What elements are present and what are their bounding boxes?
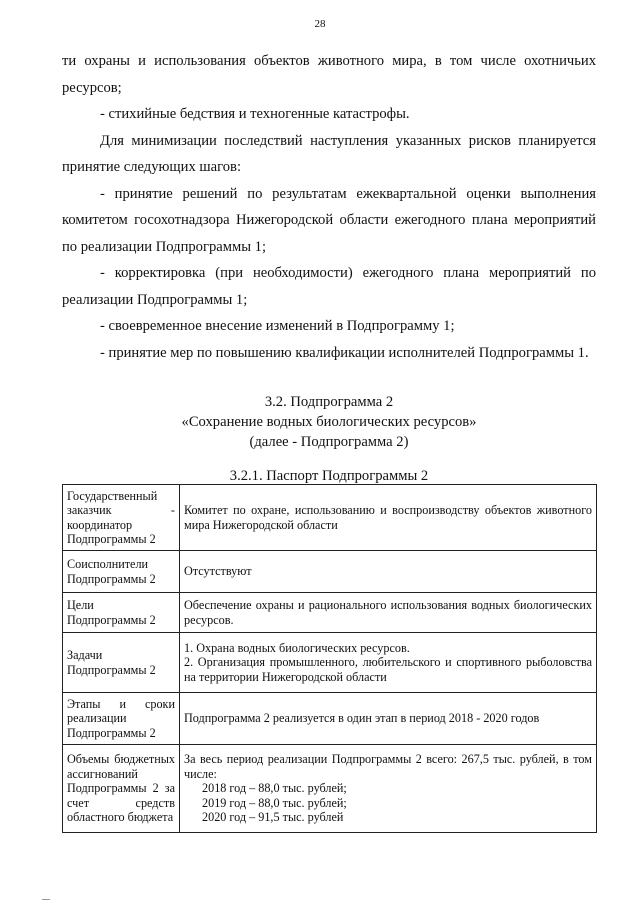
paragraph-step-qualification: - принятие мер по повышению квалификации исполнителей Подпрограммы 1.	[100, 344, 589, 361]
row-value	[180, 633, 597, 693]
table-row	[63, 485, 597, 551]
passport-table	[62, 484, 597, 833]
row-label: Задачи Подпрограммы 2	[63, 633, 180, 693]
row-value	[180, 745, 597, 833]
budget-year-2020: 2020 год – 91,5 тыс. рублей	[202, 810, 344, 825]
paragraph-step-amendments: - своевременное внесение изменений в Подпрограмму 1;	[100, 318, 455, 334]
paragraph-mitigation-intro: Для минимизации последствий наступления указанных рисков планируется принятие следующих шагов:	[62, 132, 596, 175]
section-heading-note: (далее - Подпрограмма 2)	[249, 434, 409, 450]
row-label: Этапы и сроки реализации Подпрограммы 2	[63, 693, 180, 745]
table-row	[63, 551, 597, 593]
task-line-2: 2. Организация промышленного, любительского и спортивного рыболовства на территории Нижегородской области	[184, 655, 592, 684]
row-value: Обеспечение охраны и рационального использования водных биологических ресурсов.	[180, 593, 597, 633]
page-number: 28	[314, 18, 326, 30]
budget-intro: За весь период реализации Подпрограммы 2 всего: 267,5 тыс. рублей, в том числе:	[184, 752, 592, 781]
budget-year-2019: 2019 год – 88,0 тыс. рублей;	[202, 795, 347, 810]
paragraph-risk-disasters: - стихийные бедствия и техногенные катастрофы.	[100, 106, 410, 122]
row-label: Государственный заказчик - координатор Подпрограммы 2	[63, 485, 180, 551]
task-line-1: 1. Охрана водных биологических ресурсов.	[184, 640, 410, 655]
body-text	[62, 48, 596, 366]
table-title: 3.2.1. Паспорт Подпрограммы 2	[229, 468, 429, 484]
row-value: Подпрограмма 2 реализуется в один этап в период 2018 - 2020 годов	[180, 693, 597, 745]
scan-mark	[42, 899, 50, 904]
table-row	[63, 693, 597, 745]
paragraph-step-decisions: - принятие решений по результатам ежеквартальной оценки выполнения комитетом госохотнадзора Нижегородской области ежегодного плана мероприятий по реализации Подпрограммы 1;	[62, 185, 596, 255]
row-label: Объемы бюджетных ассигнований Подпрограммы 2 за счет средств областного бюджета	[63, 745, 180, 833]
budget-year-2018: 2018 год – 88,0 тыс. рублей;	[202, 781, 347, 796]
table-row	[63, 745, 597, 833]
row-value: Отсутствуют	[180, 551, 597, 593]
section-heading	[62, 392, 596, 452]
section-heading-title: «Сохранение водных биологических ресурсов»	[181, 414, 477, 430]
table-row	[63, 593, 597, 633]
table-row	[63, 633, 597, 693]
paragraph-step-adjustment: - корректировка (при необходимости) ежегодного плана мероприятий по реализации Подпрограммы 1;	[62, 265, 596, 308]
row-label: Соисполнители Подпрограммы 2	[63, 551, 180, 593]
row-value: Комитет по охране, использованию и воспроизводству объектов животного мира Нижегородской области	[180, 485, 597, 551]
row-label: Цели Подпрограммы 2	[63, 593, 180, 633]
section-heading-number: 3.2. Подпрограмма 2	[264, 394, 394, 410]
paragraph-continuation: ти охраны и использования объектов животного мира, в том числе охотничьих ресурсов;	[62, 53, 596, 96]
